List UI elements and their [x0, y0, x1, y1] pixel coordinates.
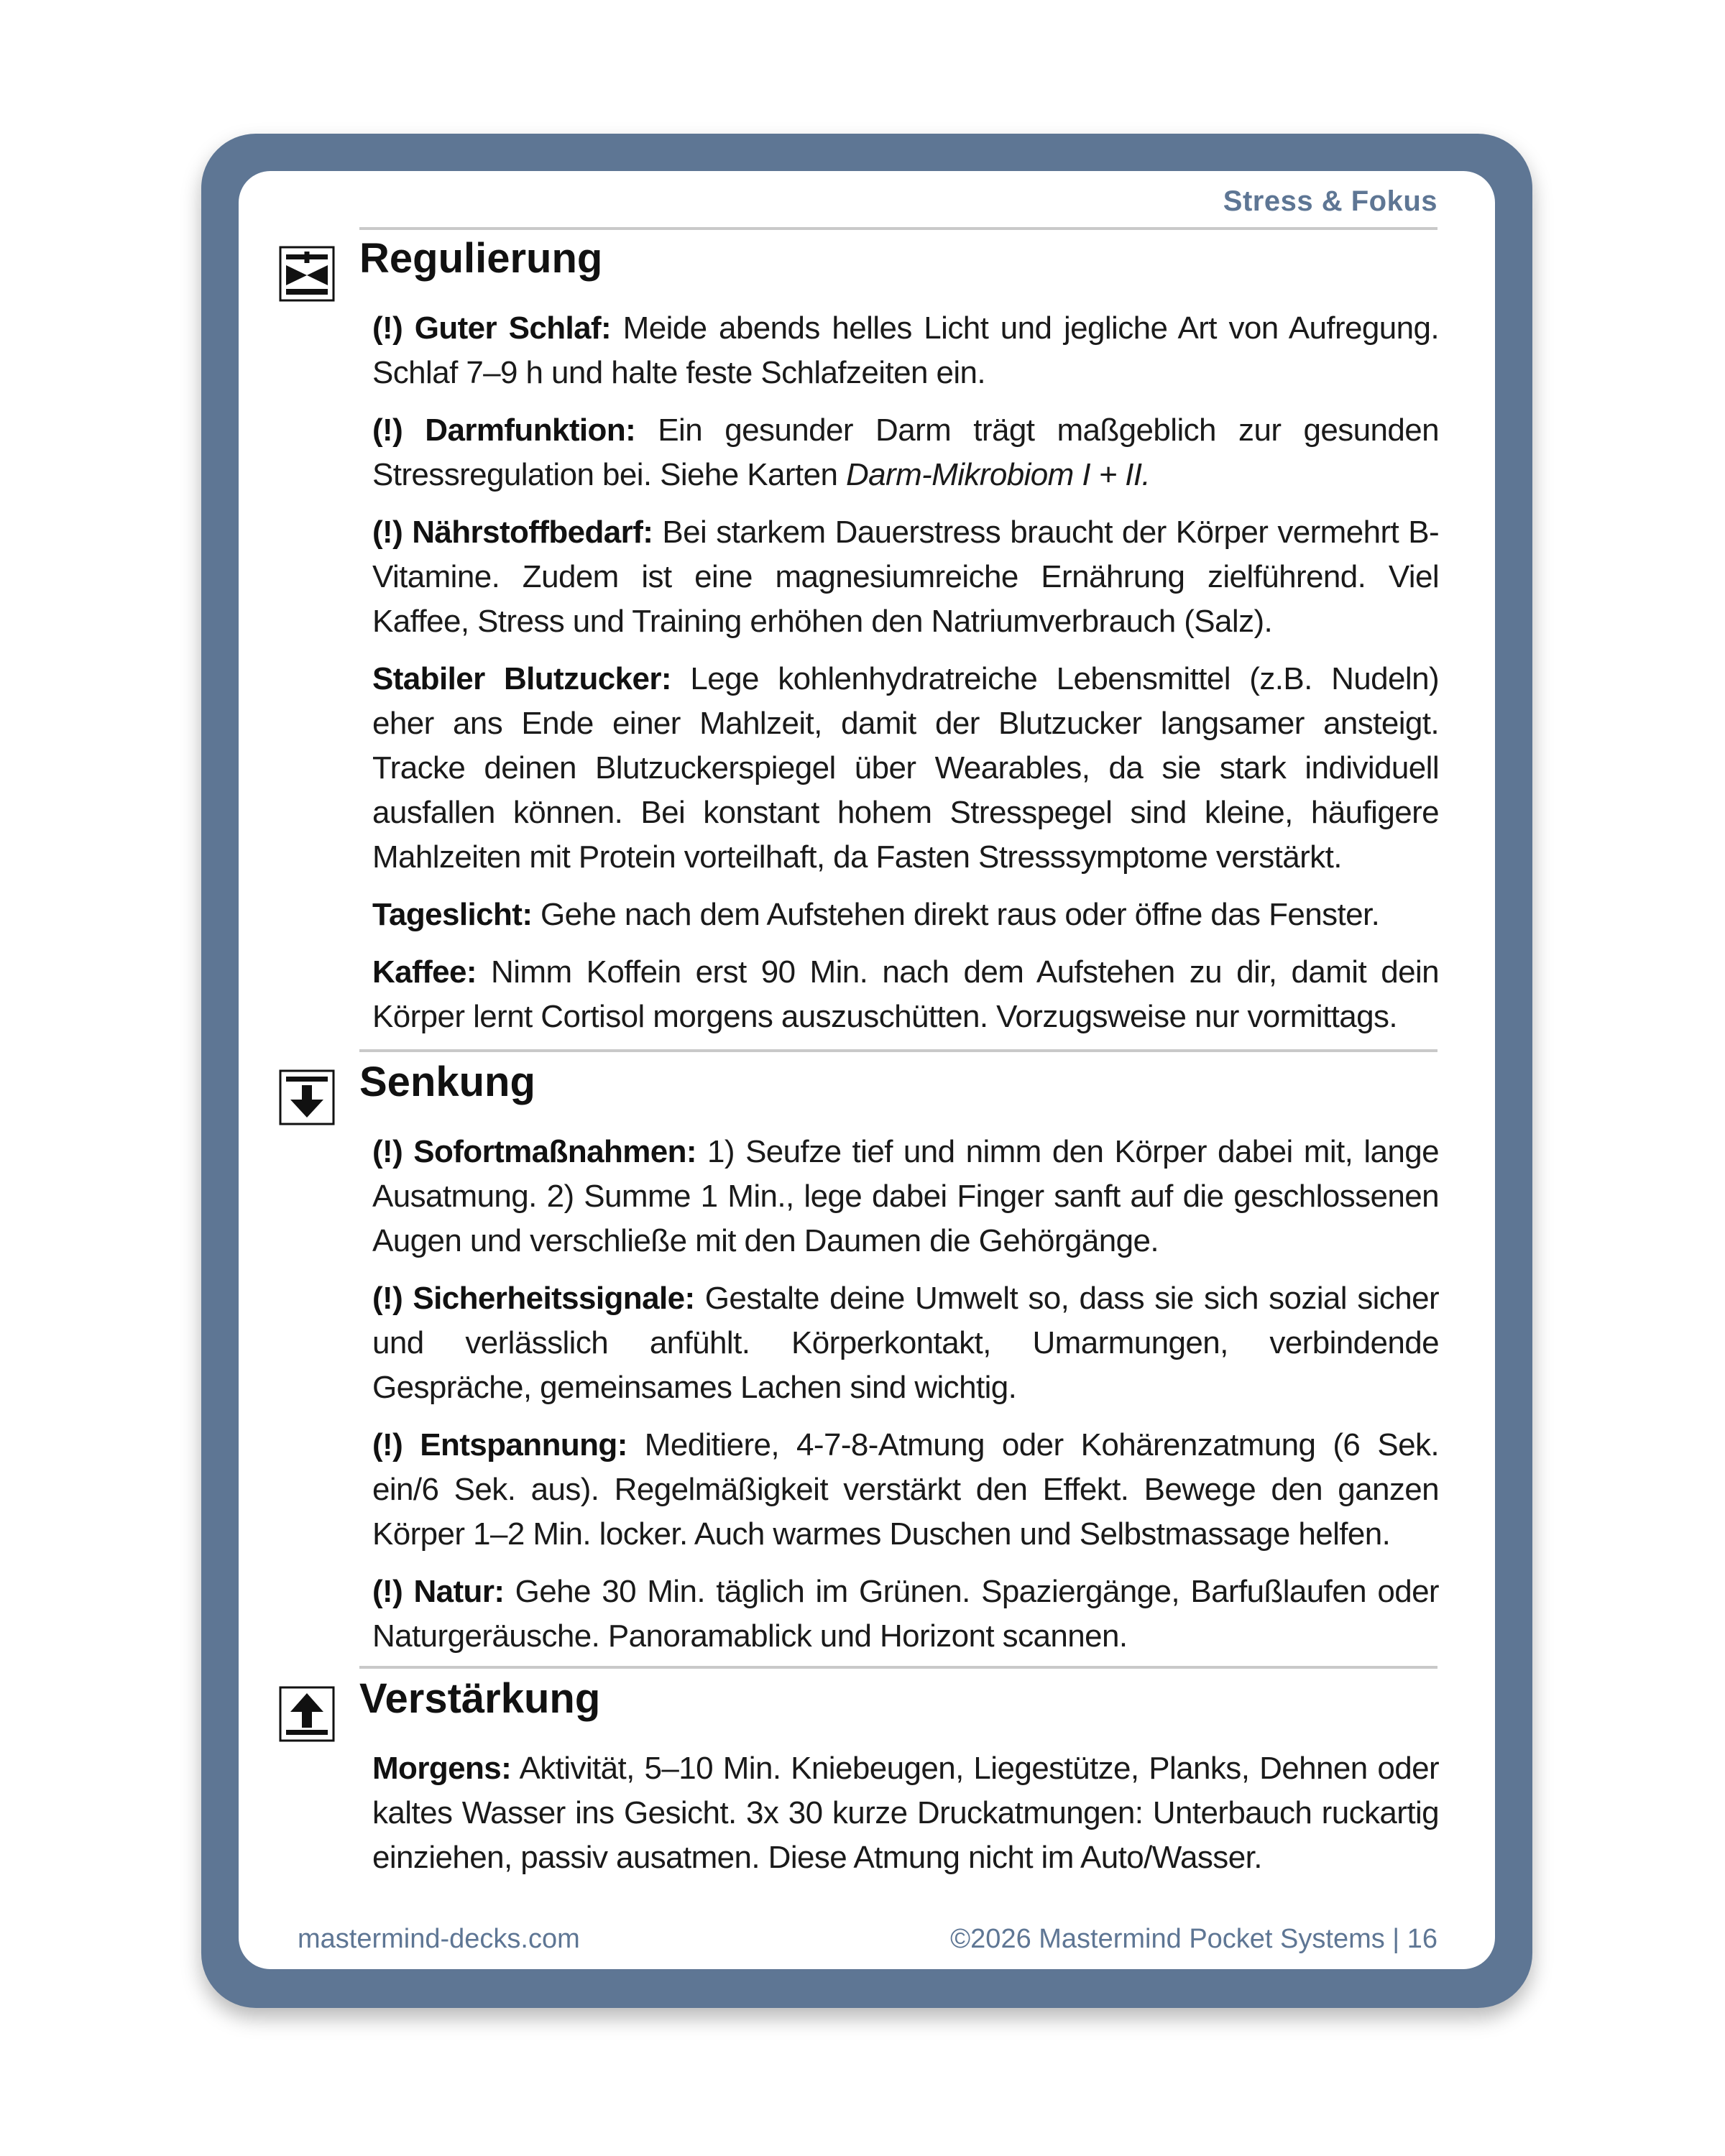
footer-copyright: ©2026 Mastermind Pocket Systems | 16: [950, 1924, 1438, 1954]
entry-stabiler-blutzucker: Stabiler Blutzucker: Lege kohlenhydratreiche Lebensmittel (z.B. Nudeln) eher ans Ende einer Mahlzeit, damit der Blutzucker langsamer ansteigt. Tracke deinen Blutzuckerspiegel über Wearables, da sie stark individuell ausfallen können. Bei konstant hohem Stresspegel sind kleine, häufigere Mahlzeiten mit Protein vorteilhaft, da Fasten Stresssymptome verstärkt.: [372, 661, 1439, 875]
entry-kaffee: Kaffee: Nimm Koffein erst 90 Min. nach dem Aufstehen zu dir, damit dein Körper lernt Cortisol morgens auszuschütten. Vorzugsweise nur vormittags.: [372, 954, 1439, 1034]
entries-verstaerkung: [372, 1746, 1439, 1893]
entries-senkung: [372, 1130, 1439, 1672]
entry-tageslicht: Tageslicht: Gehe nach dem Aufstehen direkt raus oder öffne das Fenster.: [372, 897, 1380, 932]
entry-darmfunktion: (!) Darmfunktion: Ein gesunder Darm trägt maßgeblich zur gesunden Stressregulation bei. Siehe Karten Darm-Mikrobiom I + II.: [372, 413, 1439, 492]
arrow-down-icon: [279, 1069, 335, 1125]
card-content: [239, 171, 1495, 1969]
entry-morgens: Morgens: Aktivität, 5–10 Min. Kniebeugen, Liegestütze, Planks, Dehnen oder kaltes Wasser ins Gesicht. 3x 30 kurze Druckatmungen: Unterbauch ruckartig einziehen, passiv ausatmen. Diese Atmung nicht im Auto/Wasser.: [372, 1751, 1439, 1875]
entry-natur: (!) Natur: Gehe 30 Min. täglich im Grünen. Spaziergänge, Barfußlaufen oder Naturgeräusche. Panoramablick und Horizont scannen.: [372, 1574, 1439, 1654]
entry-entspannung: (!) Entspannung: Meditiere, 4-7-8-Atmung oder Kohärenzatmung (6 Sek. ein/6 Sek. aus). Regelmäßigkeit verstärkt den Effekt. Bewege den ganzen Körper 1–2 Min. locker. Auch warmes Duschen und Selbstmassage helfen.: [372, 1427, 1439, 1552]
footer-website: mastermind-decks.com: [298, 1924, 580, 1954]
entries-regulierung: [372, 306, 1439, 1052]
section-title-senkung: Senkung: [359, 1059, 535, 1105]
entry-sofortmassnahmen: (!) Sofortmaßnahmen: 1) Seufze tief und nimm den Körper dabei mit, lange Ausatmung. 2) Summe 1 Min., lege dabei Finger sanft auf die geschlossenen Augen und verschließe mit den Daumen die Gehörgänge.: [372, 1134, 1439, 1258]
header-divider: [359, 227, 1438, 230]
card-frame: [201, 134, 1532, 2008]
entry-sicherheitssignale: (!) Sicherheitssignale: Gestalte deine Umwelt so, dass sie sich sozial sicher und verlässlich anfühlt. Körperkontakt, Umarmungen, verbindende Gespräche, gemeinsames Lachen sind wichtig.: [372, 1281, 1440, 1405]
section-title-verstaerkung: Verstärkung: [359, 1675, 601, 1722]
entry-naehrstoffbedarf: (!) Nährstoffbedarf: Bei starkem Dauerstress braucht der Körper vermehrt B-Vitamine. Zudem ist eine magnesiumreiche Ernährung zielführend. Viel Kaffee, Stress und Training erhöhen den Natriumverbrauch (Salz).: [372, 515, 1439, 639]
category-label: Stress & Fokus: [1223, 185, 1438, 217]
section-divider: [359, 1049, 1438, 1052]
section-divider: [359, 1666, 1438, 1669]
regulation-icon: [279, 246, 335, 302]
section-title-regulierung: Regulierung: [359, 235, 603, 282]
arrow-up-icon: [279, 1686, 335, 1742]
entry-guter-schlaf: (!) Guter Schlaf: Meide abends helles Licht und jegliche Art von Aufregung. Schlaf 7–9 h und halte feste Schlafzeiten ein.: [372, 310, 1439, 390]
